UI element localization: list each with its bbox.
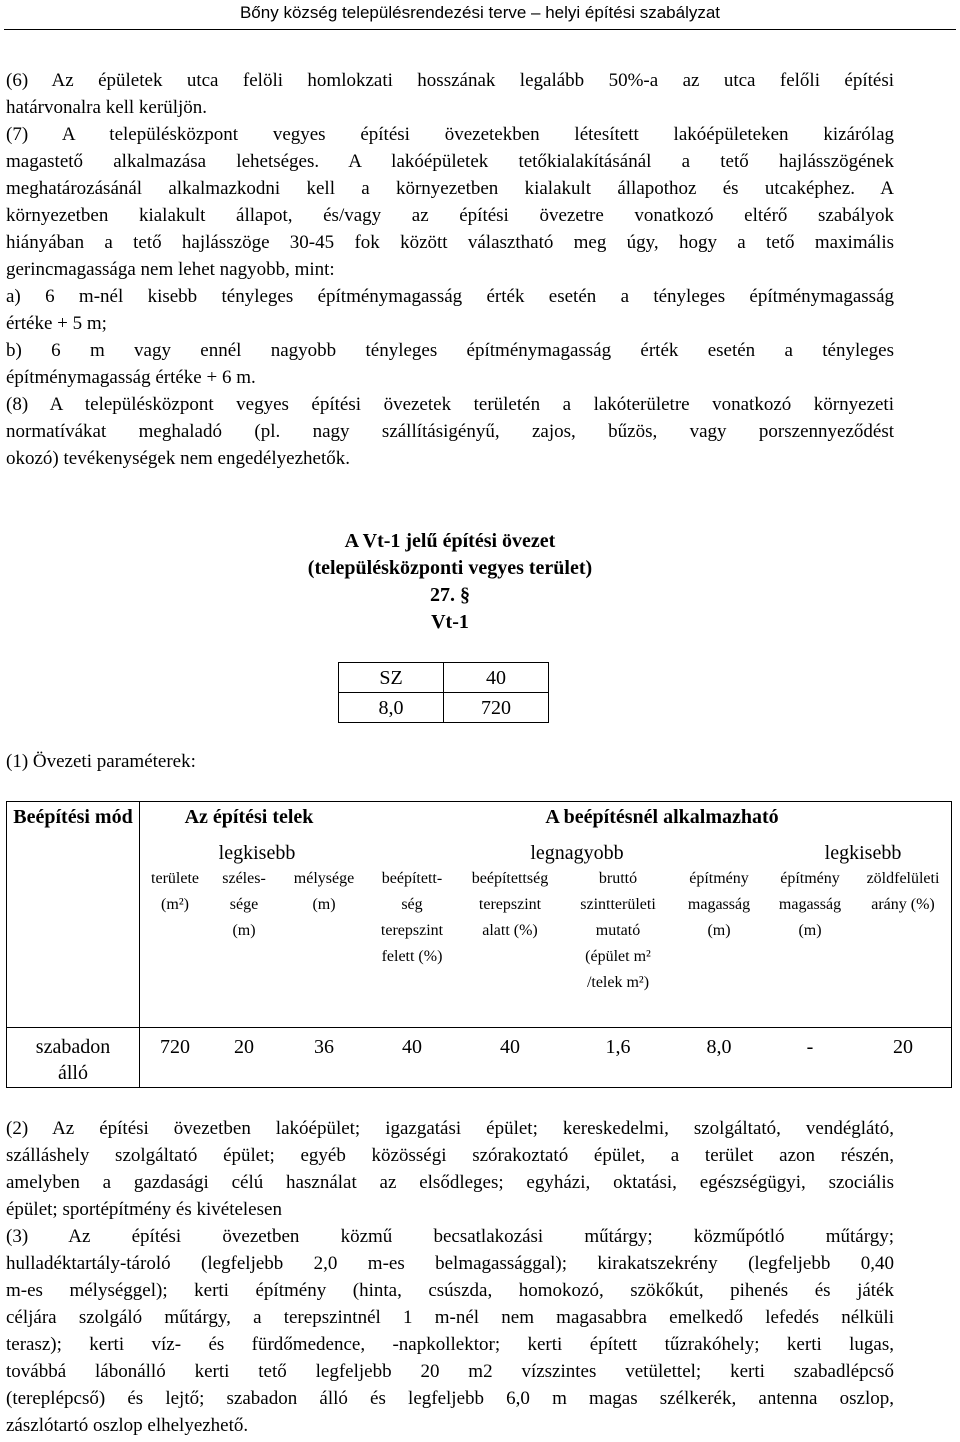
column-header [457, 866, 563, 944]
column-header-line: mutató [595, 922, 641, 939]
column-header-line: (m) [312, 896, 336, 913]
text-line: építménymagasság értéke + 6 m. [6, 367, 256, 388]
column-header-line: /telek m²) [586, 974, 650, 991]
column-header [281, 866, 367, 918]
text-line: terasz); kerti víz- és fürdőmedence, -napkollektor; kerti épített tűzrakóhely; kerti lugas, [6, 1334, 894, 1355]
table-divider [7, 1027, 951, 1028]
text-line: (tereplépcső) és lejtő; szabadon álló és legfeljebb 6,0 m magas szélkerék, antenna oszlop, [6, 1388, 894, 1409]
text-line: a) 6 m-nél kisebb tényleges építménymagasság érték esetén a tényleges építménymagasság [6, 286, 894, 307]
column-header-line: arány (%) [871, 896, 935, 913]
text-line: szálláshely szolgáltató épület; egyéb közösségi szórakoztató épület, a terület azon részén, [6, 1145, 894, 1166]
column-header-line: alatt (%) [482, 922, 538, 939]
column-header [765, 866, 855, 944]
text-line: környezetben kialakult állapot, és/vagy az építési övezetre vonatkozó eltérő szabályok [6, 205, 894, 226]
column-header-line: terepszint [380, 922, 444, 939]
table-cell-value: - [806, 1036, 814, 1058]
zone-cell: 40 [444, 663, 549, 693]
column-header-line: (m²) [161, 896, 189, 913]
column-header-line: felett (%) [381, 948, 443, 965]
text-line: zászlótartó oszlop elhelyezhető. [6, 1415, 249, 1436]
text-line: épület; sportépítmény és kivételesen [6, 1199, 282, 1220]
column-header-line: sége [229, 896, 259, 913]
zone-cell: 720 [444, 693, 549, 723]
text-line: meghatározásánál alkalmazkodni kell a környezetben kialakult állapothoz és utcaképhez. A [6, 178, 894, 199]
column-header-line: szintterületi [580, 896, 656, 913]
text-line: határvonalra kell kerüljön. [6, 97, 208, 118]
column-header-line: (épület m² [585, 948, 651, 965]
text-line: normatívákat meghaladó (pl. nagy szállításigényű, zajos, bűzös, vagy porszennyeződést [6, 421, 894, 442]
table-cell-value: 20 [893, 1036, 913, 1058]
text-line: gerincmagassága nem lehet nagyobb, mint: [6, 259, 335, 280]
header-min-2: legkisebb [824, 842, 902, 864]
table-cell-value: 8,0 [706, 1036, 732, 1058]
zone-title-line1: A Vt-1 jelű építési övezet [344, 530, 556, 552]
text-line: továbbá lábonálló kerti tető legfeljebb 20 m2 vízszintes vetülettel; kerti szabadlépcső [6, 1361, 894, 1382]
column-header [143, 866, 207, 918]
zone-code-table [338, 662, 549, 723]
zone-title [240, 528, 660, 636]
text-line: (7) A településközpont vegyes építési övezetekben létesített lakóépületeken kizárólag [6, 124, 894, 145]
column-header [673, 866, 765, 944]
header-plot: Az építési telek [184, 806, 314, 828]
column-header-line: ség [401, 896, 423, 913]
column-header-line: bruttó [598, 870, 638, 887]
table-cell-value: 20 [234, 1036, 254, 1058]
text-line: céljára szolgáló műtárgy, a terepszintnél 1 m-nél nem magasabbra emelkedő lefedés nélküli [6, 1307, 894, 1328]
column-header-line: építmény [780, 870, 840, 887]
header-applicable: A beépítésnél alkalmazható [545, 806, 779, 828]
text-line: m-es mélységgel); kerti építmény (hinta, csúszda, homokozó, szökőkút, pihenés és játék [6, 1280, 894, 1301]
table-row [339, 663, 549, 693]
text-line: okozó) tevékenységek nem engedélyezhetők. [6, 448, 350, 469]
paragraph-block-2 [6, 1115, 894, 1439]
text-line: magastető alkalmazása lehetséges. A lakóépületek tetőkialakításánál a tető hajlásszögének [6, 151, 894, 172]
zone-title-line2: (településközponti vegyes terület) [307, 557, 593, 579]
column-header [207, 866, 281, 944]
zone-section-number: 27. § [430, 584, 470, 606]
column-header-line: (m) [798, 922, 822, 939]
table-cell-value: 40 [500, 1036, 520, 1058]
row-mode-line: szabadon [35, 1036, 111, 1058]
header-rule [4, 29, 956, 30]
zone-cell: 8,0 [339, 693, 444, 723]
column-header-line: terepszint [478, 896, 542, 913]
column-header [367, 866, 457, 970]
header-min: legkisebb [218, 842, 296, 864]
column-header-line: (m) [707, 922, 731, 939]
table-row [339, 693, 549, 723]
table-cell-value: 40 [402, 1036, 422, 1058]
column-header [563, 866, 673, 996]
text-line: (3) Az építési övezetben közmű becsatlakozási műtárgy; közműpótló műtárgy; [6, 1226, 894, 1247]
header-building-mode: Beépítési mód [13, 806, 133, 828]
column-header-line: (m) [232, 922, 256, 939]
column-header-line: magasság [778, 896, 842, 913]
text-line: értéke + 5 m; [6, 313, 107, 334]
table-cell-value: 36 [314, 1036, 334, 1058]
text-line: amelyben a gazdasági célú használat az elsődleges; egyházi, oktatási, egészségügyi, szociális [6, 1172, 894, 1193]
column-header-line: mélysége [293, 870, 355, 887]
text-line: (6) Az épületek utca felöli homlokzati hosszának legalább 50%-a az utca felőli építési [6, 70, 894, 91]
text-line: (8) A településközpont vegyes építési övezetek területén a lakóterületre vonatkozó környezeti [6, 394, 894, 415]
table-cell-value: 720 [160, 1036, 190, 1058]
text-line: (2) Az építési övezetben lakóépület; igazgatási épület; kereskedelmi, szolgáltató, vendéglátó, [6, 1118, 894, 1139]
text-line: hulladéktartály-tároló (legfeljebb 2,0 m-es belmagassággal); kirakatszekrény (legfeljebb 0,40 [6, 1253, 894, 1274]
zone-code: Vt-1 [431, 611, 469, 633]
zone-parameters-table [6, 801, 952, 1088]
column-header [855, 866, 951, 918]
table-cell-value: 1,6 [605, 1036, 631, 1058]
column-header-line: területe [151, 870, 199, 887]
paragraph-block-1 [6, 67, 894, 472]
column-header-line: magasság [687, 896, 751, 913]
page-header: Bőny község településrendezési terve – helyi építési szabályzat [239, 3, 721, 22]
column-header-line: zöldfelületi [866, 870, 940, 887]
zone-cell: SZ [339, 663, 444, 693]
column-header-line: széles- [222, 870, 266, 887]
text-line: b) 6 m vagy ennél nagyobb tényleges építménymagasság érték esetén a tényleges [6, 340, 894, 361]
column-header-line: beépített- [381, 870, 443, 887]
row-mode-line: álló [58, 1062, 88, 1084]
column-header-line: beépítettség [471, 870, 549, 887]
column-header-line: építmény [689, 870, 749, 887]
header-max: legnagyobb [530, 842, 624, 864]
row-mode-label [7, 1034, 139, 1086]
text-line: hiányában a tető hajlásszöge 30-45 fok között választható meg úgy, hogy a tető maximális [6, 232, 894, 253]
params-label: (1) Övezeti paraméterek: [6, 751, 196, 772]
table-divider [139, 802, 140, 1087]
